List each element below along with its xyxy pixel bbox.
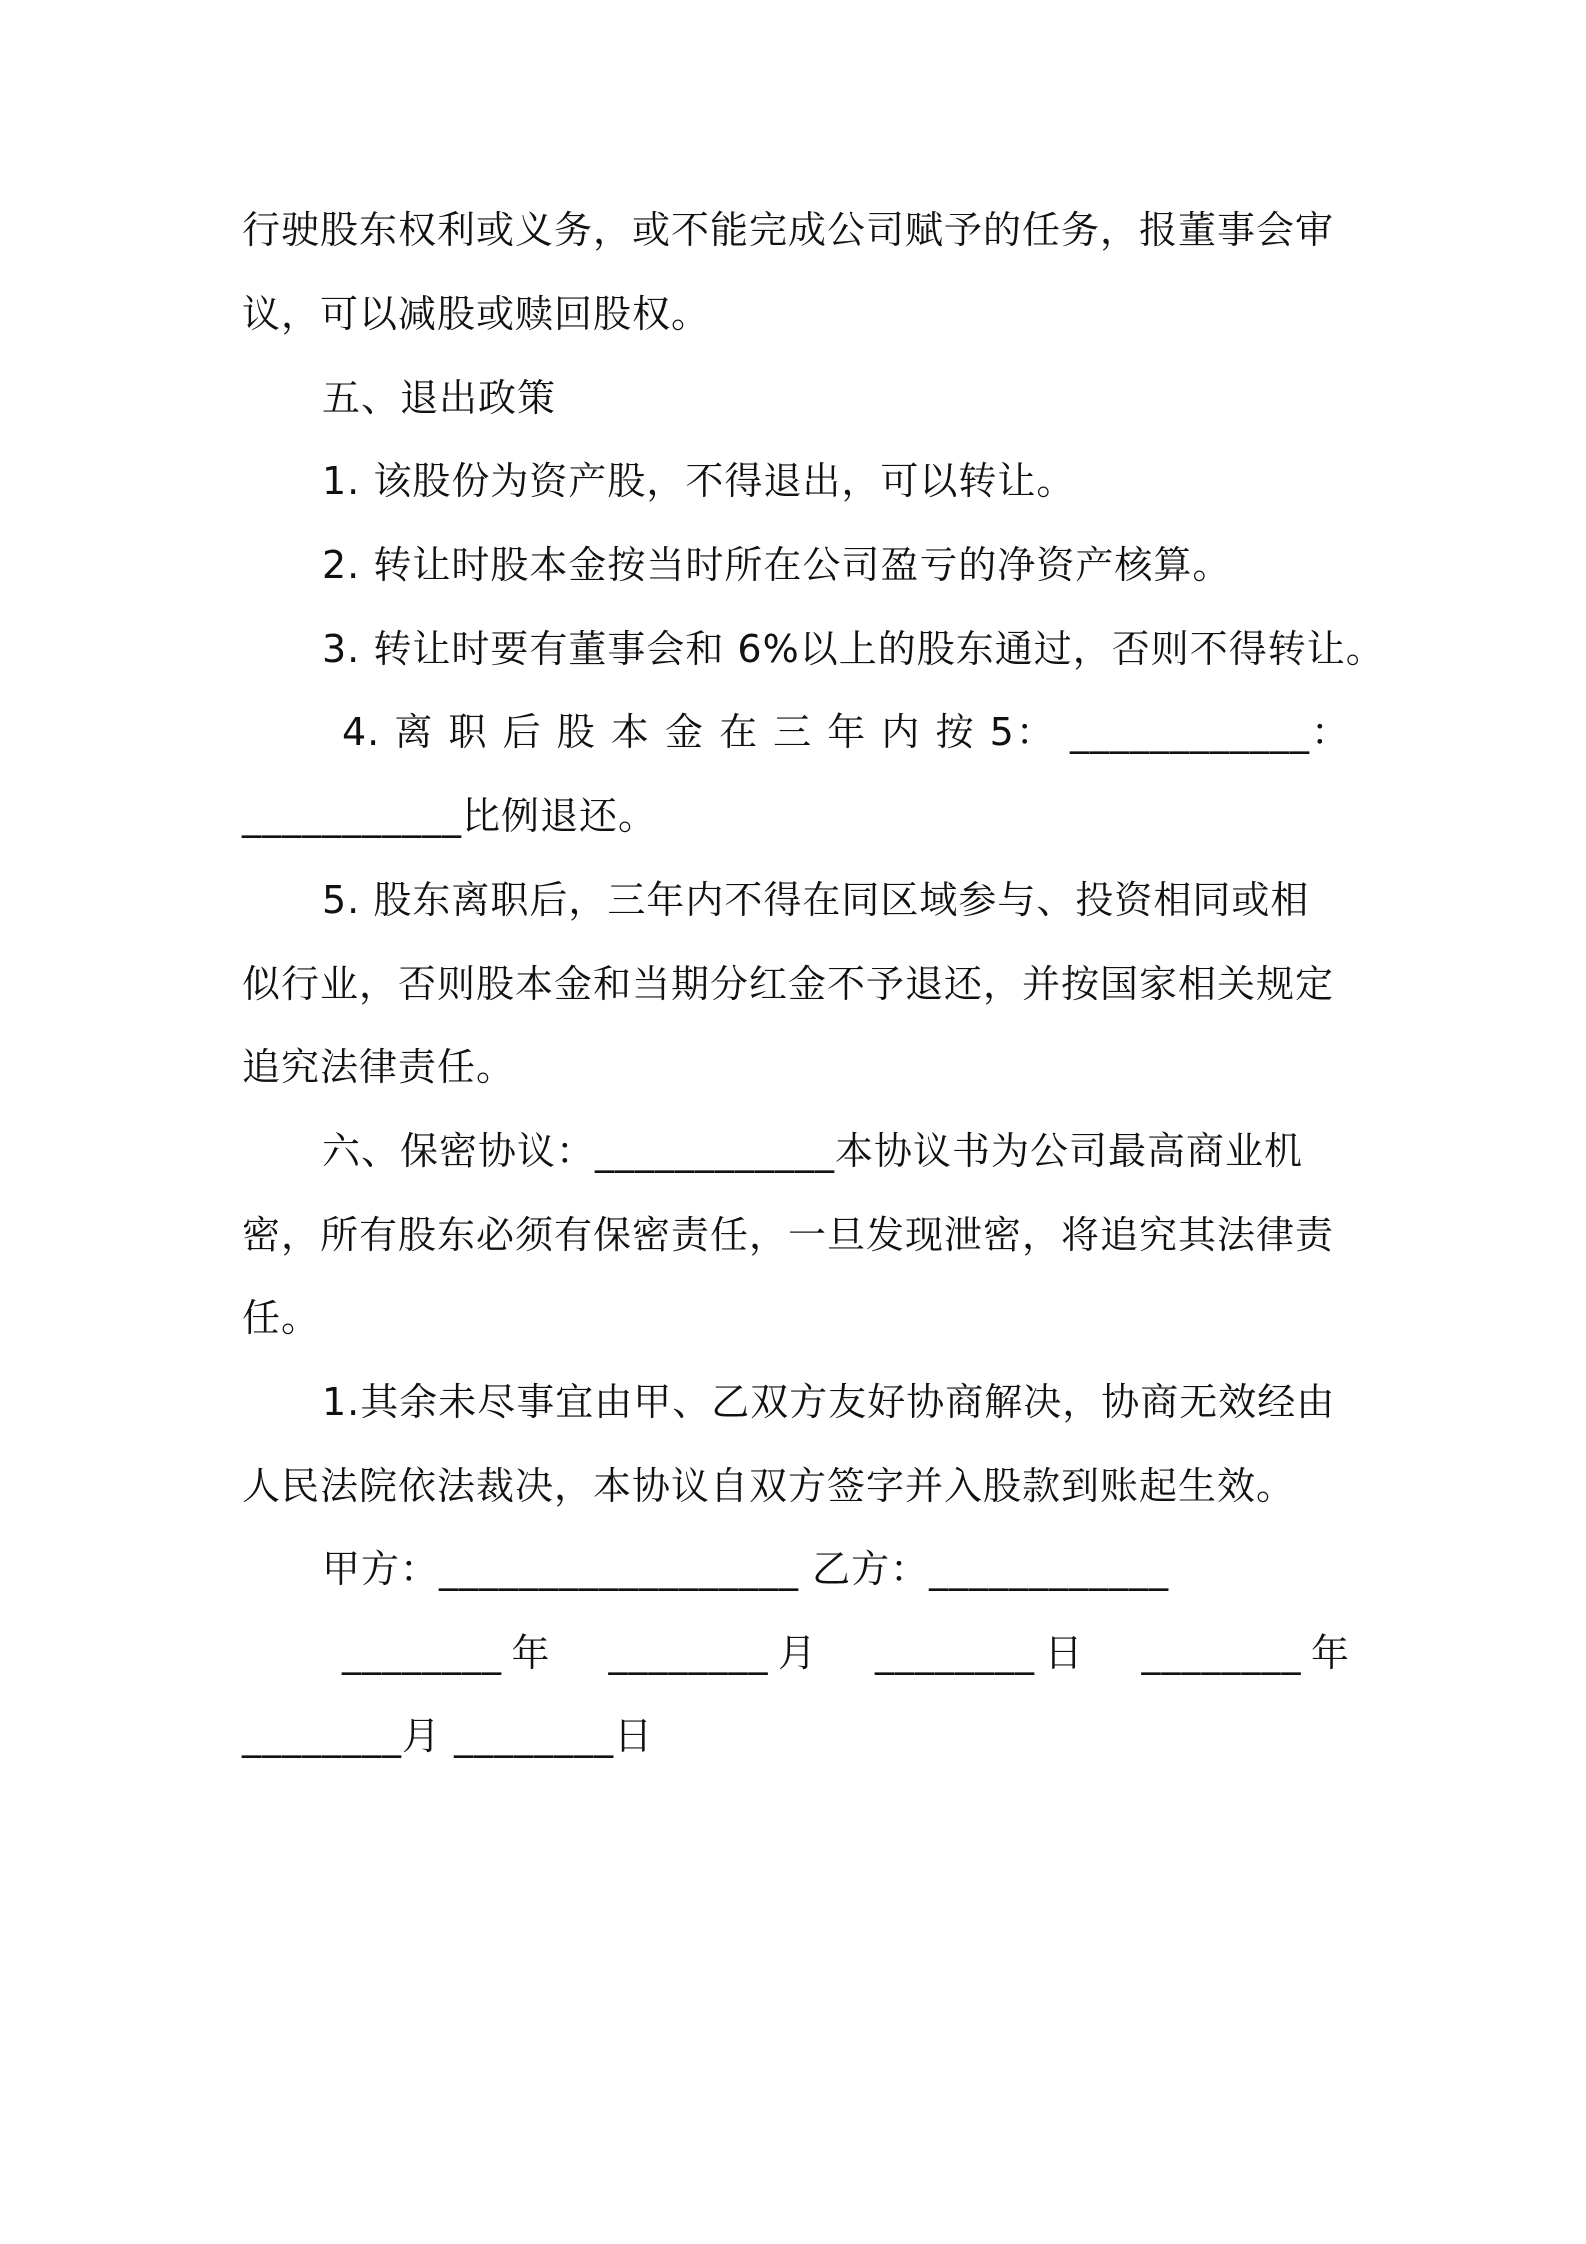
paragraph-line: 人民法院依法裁决，本协议自双方签字并入股款到账起生效。 [242,1464,1296,1508]
list-item: 4. 离 职 后 股 本 金 在 三 年 内 按 5： ____________： [342,710,1350,754]
signature-line: 甲方：__________________ 乙方：____________ [322,1547,1170,1591]
section-heading: 六、保密协议：____________本协议书为公司最高商业机 [322,1129,1304,1173]
list-item: 1. 该股份为资产股，不得退出，可以转让。 [322,459,1076,503]
list-item: 2. 转让时股本金按当时所在公司盈亏的净资产核算。 [322,543,1232,587]
list-item: 5. 股东离职后，三年内不得在同区域参与、投资相同或相 [322,878,1310,922]
list-item: 3. 转让时要有董事会和 6%以上的股东通过，否则不得转让。 [322,627,1385,671]
section-heading: 五、退出政策 [322,376,557,420]
paragraph-line: 议，可以减股或赎回股权。 [242,292,711,336]
paragraph-line: ___________比例退还。 [242,794,658,838]
date-line: ________月 ________日 [242,1714,654,1758]
list-item: 1.其余未尽事宜由甲、乙双方友好协商解决，协商无效经由 [322,1380,1336,1424]
paragraph-line: 密，所有股东必须有保密责任，一旦发现泄密，将追究其法律责 [242,1213,1335,1257]
paragraph-line: 追究法律责任。 [242,1045,516,1089]
paragraph-line: 任。 [242,1296,321,1340]
paragraph-line: 行驶股东权利或义务，或不能完成公司赋予的任务，报董事会审 [242,208,1335,252]
date-line: ________年 ________月 ________日 ________年 [342,1631,1350,1675]
paragraph-line: 似行业，否则股本金和当期分红金不予退还，并按国家相关规定 [242,962,1335,1006]
